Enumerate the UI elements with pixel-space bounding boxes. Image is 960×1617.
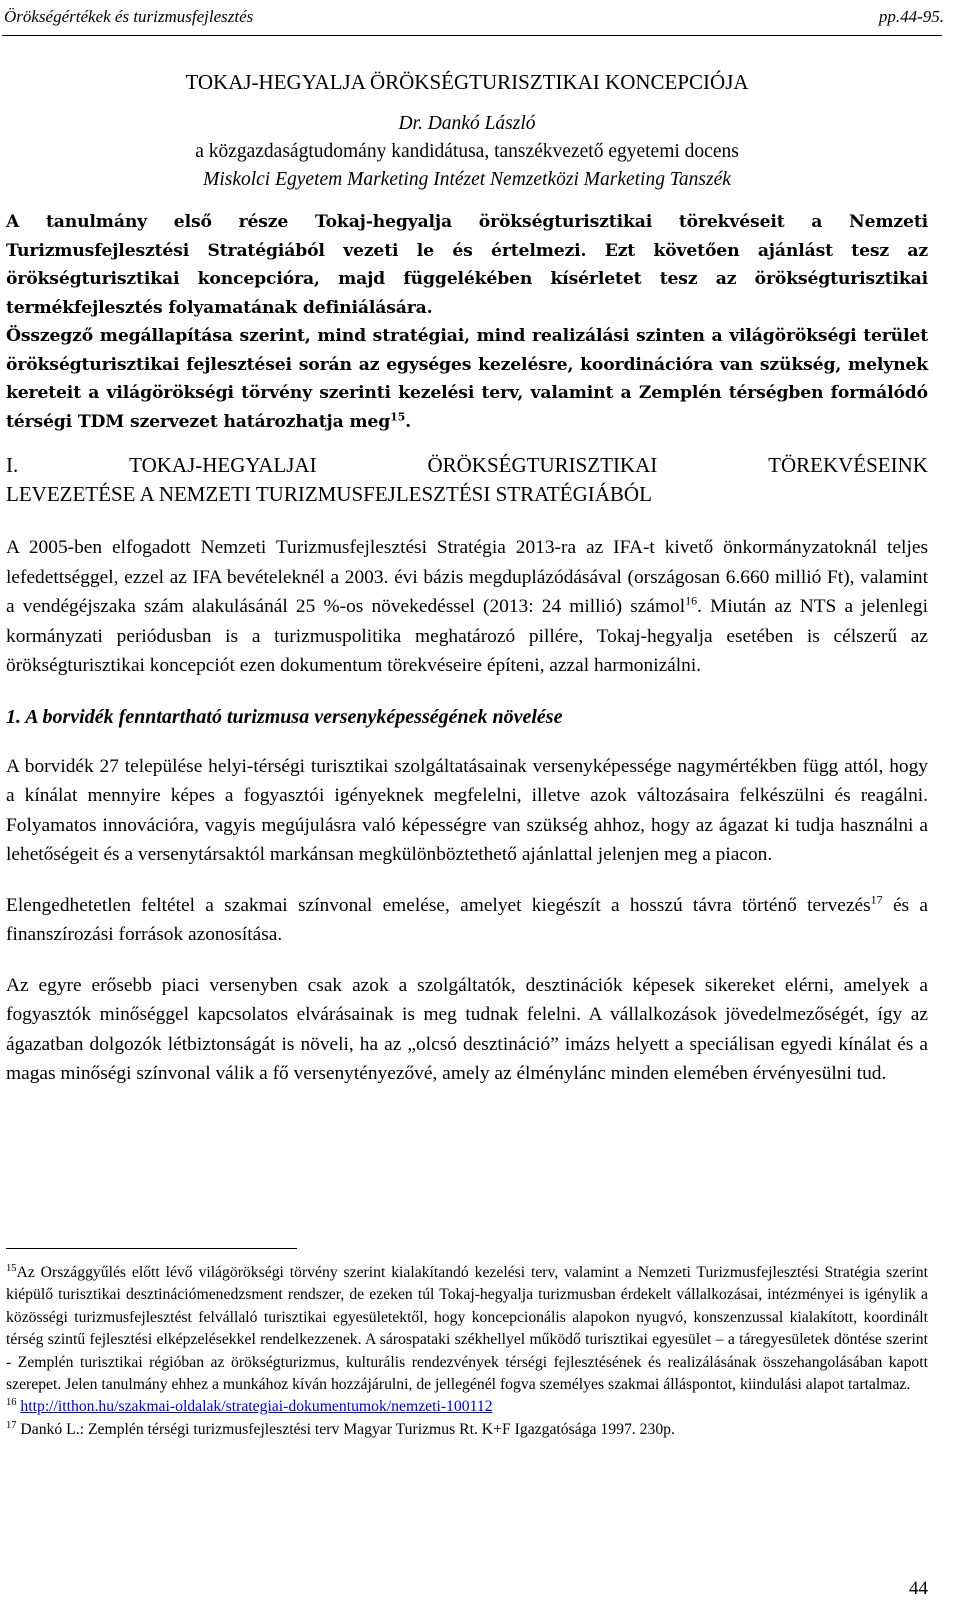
section-heading (6, 451, 928, 509)
subsection-paragraph-2 (6, 891, 928, 950)
footnote-16 (6, 1396, 928, 1418)
footnote-ref-17[interactable]: 17 (870, 892, 883, 907)
page-content (6, 68, 928, 1089)
footnote-divider (6, 1248, 297, 1249)
footnote-15-text: Az Országgyűlés előtt lévő világörökségi törvény szerint kialakítandó kezelési terv, valamint a Nemzeti Turizmusfejlesztési Stratégia szerint kiépülő turisztikai desztinációmenedzsment rendszer, de ezeken túl Tokaj-hegyalja turizmusban érdekelt vállalkozásai, intézményei is igénylik a közösségi turizmusfejlesztést felvállaló turisztikai egyesületektől, hogy koncepcionális alapokon nyugvó, konszenzussal kialakított, koordinált térség szintű fejlesztési elképzelésekkel rendelkezzenek. A sárospataki székhellyel működő turisztikai egyesület – a táregyesületek döntése szerint - Zemplén turisztikai régióban az örökségturizmus, kulturális rendezvények térségi fejlesztésének és realizálásának összehangolásában kapott szerepet. Jelen tanulmány ehhez a munkához kíván hozzájárulni, de jellegénél fogva személyes szakmai álláspontot, kiindulási alapot tartalmaz. (6, 1264, 928, 1394)
subsection-paragraph-1: A borvidék 27 települése helyi-térségi turisztikai szolgáltatásainak versenyképessége nagymértékben függ attól, hogy a kínálat mennyire képes a fogyasztói igényeknek megfelelni, illetve azok változásaira felkészülni és reagálni. Folyamatos innovációra, vagyis megújulásra való képességre van szükség ahhoz, hogy az ágazat ki tudja használni a lehetőségeit és a versenytársaktól markánsan megkülönböztethető ajánlattal jelenjen meg a piacon. (6, 755, 928, 865)
section-paragraph-1-text-b: . Miután az NTS a jelenlegi kormányzati periódusban is a turizmuspolitika meghatározó pillére, Tokaj-hegyalja esetében is célszerű az örökségturisztikai koncepciót ezen dokumentum törekvéseire építeni, azzal harmonizálni. (6, 596, 928, 676)
section-heading-line-2: LEVEZETÉSE A NEMZETI TURIZMUSFEJLESZTÉSI STRATÉGIÁBÓL (6, 482, 652, 506)
running-header-journal: Örökségértékek és turizmusfejlesztés (4, 7, 254, 26)
section-heading-line-1 (6, 451, 928, 480)
section-heading-word: TÖREKVÉSEINK (768, 453, 928, 477)
abstract-paragraph-1: A tanulmány első része Tokaj-hegyalja örökségturisztikai törekvéseit a Nemzeti Turizmusfejlesztési Stratégiából vezeti le és értelmezi. Ezt követően ajánlást tesz az örökségturisztikai koncepcióra, majd függelékében kísérletet tesz az örökségturisztikai termékfejlesztés folyamatának definiálására. (6, 212, 928, 318)
abstract (6, 208, 928, 436)
paper-title: TOKAJ-HEGYALJA ÖRÖKSÉGTURISZTIKAI KONCEPCIÓJA (185, 70, 749, 94)
header-divider (2, 35, 942, 36)
section-heading-word: TOKAJ-HEGYALJAI (129, 453, 317, 477)
section-paragraph-1 (6, 533, 928, 681)
footnote-17-text: Dankó L.: Zemplén térségi turizmusfejlesztési terv Magyar Turizmus Rt. K+F Igazgatósága 1997. 230p. (20, 1420, 675, 1438)
subsection-paragraph-3: Az egyre erősebb piaci versenyben csak azok a szolgáltatók, desztinációk képesek sikereket elérni, amelyek a fogyasztók minőséggel kapcsolatos elvárásainak is meg tudnak felelni. A vállalkozások jövedelmezőségét, így az ágazatban dolgozók létbiztonságát is növeli, ha az „olcsó desztináció” imázs helyett a speciálisan egyedi kínálat és a magas minőségi színvonal válik a fő versenytényezővé, amely az élménylánc minden elemében érvényesülni tud. (6, 974, 928, 1084)
footnote-17 (6, 1419, 928, 1441)
section-heading-word: I. (6, 453, 19, 477)
abstract-paragraph-2-end: . (405, 411, 411, 432)
footnote-number: 15 (6, 1262, 17, 1274)
author-affiliation: Miskolci Egyetem Marketing Intézet Nemzetközi Marketing Tanszék (203, 169, 731, 190)
footnote-number: 16 (6, 1397, 17, 1409)
subsection-paragraph-2-text-b: és a finanszírozási források azonosítása. (6, 894, 928, 945)
abstract-paragraph-2 (6, 322, 928, 436)
author-degree: a közgazdaságtudomány kandidátusa, tanszékvezető egyetemi docens (195, 141, 739, 162)
footnotes (6, 1262, 928, 1441)
footnote-16-link[interactable]: http://itthon.hu/szakmai-oldalak/strategiai-dokumentumok/nemzeti-100112 (20, 1398, 493, 1416)
footnote-ref-15[interactable]: 15 (390, 409, 406, 423)
subsection-paragraph-2-text-a: Elengedhetetlen feltétel a szakmai színvonal emelése, amelyet kiegészít a hosszú távra történő tervezés (6, 894, 871, 916)
running-header-pages: pp.44-95. (878, 7, 944, 26)
section-paragraph-1-text-a: A 2005-ben elfogadott Nemzeti Turizmusfejlesztési Stratégia 2013-ra az IFA-t kivető önkormányzatoknál teljes lefedettséggel, ezzel az IFA bevételeknél a 2003. évi bázis megduplázódásával (országosan 6.660 millió Ft), valamint a vendégéjszaka szám alakulásánál 25 %-os növekedéssel (2013: 24 millió) számol (6, 537, 928, 617)
abstract-paragraph-2-text: Összegző megállapítása szerint, mind stratégiai, mind realizálási szinten a világörökségi terület örökségturisztikai fejlesztései során az egységes kezelésre, koordinációra van szükség, melynek kereteit a világörökségi törvény szerinti kezelési terv, valamint a Zemplén térségben formálódó térségi TDM szervezet határozhatja meg (6, 326, 928, 432)
author-block (6, 110, 928, 194)
section-heading-word: ÖRÖKSÉGTURISZTIKAI (427, 453, 658, 477)
author-name: Dr. Dankó László (398, 113, 536, 134)
subsection-heading: 1. A borvidék fenntartható turizmusa versenyképességének növelése (6, 705, 563, 728)
page-number: 44 (909, 1578, 928, 1599)
footnote-number: 17 (6, 1419, 17, 1431)
footnote-ref-16[interactable]: 16 (685, 593, 698, 608)
footnote-15 (6, 1262, 928, 1396)
